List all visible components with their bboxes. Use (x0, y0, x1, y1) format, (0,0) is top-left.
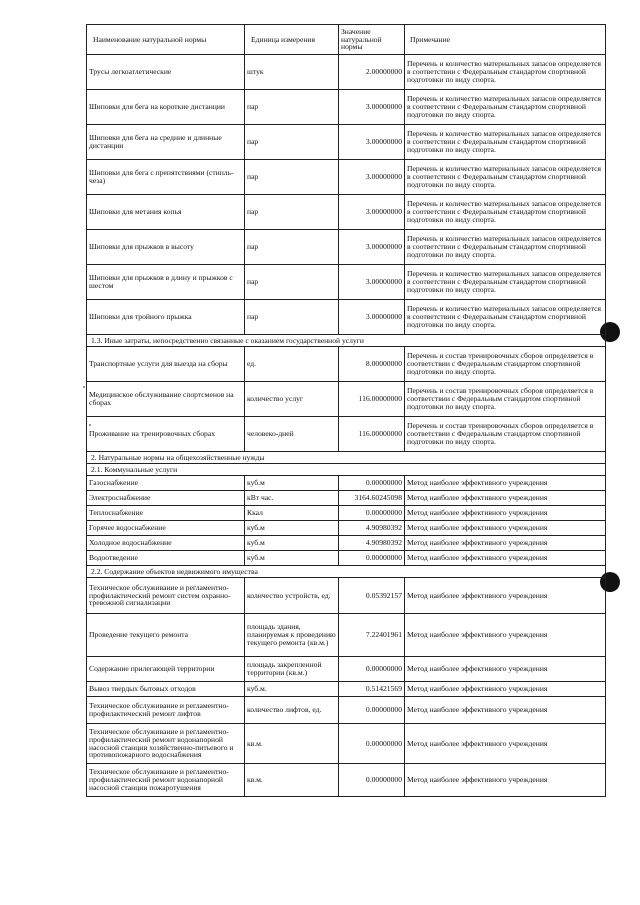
cell-value: 0.00000000 (339, 657, 405, 682)
cell-value: 3.00000000 (339, 300, 405, 335)
cell-note: Перечень и состав тренировочных сборов определяется в соответствии с Федеральным стандартом спортивной подготовки по виду спорта. (405, 382, 606, 417)
cell-name: Шиповки для метания копья (87, 195, 245, 230)
cell-value: 0.00000000 (339, 697, 405, 724)
cell-unit: пар (245, 160, 339, 195)
table-row (87, 300, 606, 335)
cell-value: 3.00000000 (339, 265, 405, 300)
cell-note: Метод наиболее эффективного учреждения (405, 697, 606, 724)
cell-value: 0.00000000 (339, 764, 405, 797)
cell-value: 0.51421569 (339, 682, 405, 697)
cell-name: Трусы легкоатлетические (87, 55, 245, 90)
cell-note: Перечень и количество материальных запасов определяется в соответствии с Федеральным стандартом спортивной подготовки по виду спорта. (405, 160, 606, 195)
table-row (87, 551, 606, 566)
table-row (87, 230, 606, 265)
table-row (87, 90, 606, 125)
section-title: 2. Натуральные нормы на общехозяйственные нужды (87, 452, 606, 464)
cell-name: Теплоснабжение (87, 506, 245, 521)
table-row (87, 506, 606, 521)
table-row (87, 347, 606, 382)
cell-value: 8.00000000 (339, 347, 405, 382)
cell-unit: пар (245, 265, 339, 300)
cell-unit: куб.м (245, 476, 339, 491)
section-header-row (87, 566, 606, 578)
cell-name: Шиповки для бега на средние и длинные дистанции (87, 125, 245, 160)
cell-name: Горячее водоснабжение (87, 521, 245, 536)
cell-unit: человеко-дней (245, 417, 339, 452)
cell-note: Перечень и количество материальных запасов определяется в соответствии с Федеральным стандартом спортивной подготовки по виду спорта. (405, 125, 606, 160)
cell-name: Техническое обслуживание и регламентно-профилактический ремонт водонапорной насосной станции хозяйственно-питьевого и противопожарного водоснабжения (87, 724, 245, 764)
cell-name: Техническое обслуживание и регламентно-профилактический ремонт лифтов (87, 697, 245, 724)
cell-name: Шиповки для бега на короткие дистанции (87, 90, 245, 125)
cell-value: 0.00000000 (339, 724, 405, 764)
cell-unit: пар (245, 90, 339, 125)
cell-unit: куб.м. (245, 682, 339, 697)
cell-value: 116.00000000 (339, 417, 405, 452)
cell-value: 3.00000000 (339, 160, 405, 195)
cell-value: 3.00000000 (339, 195, 405, 230)
table-row (87, 764, 606, 797)
cell-value: 3.00000000 (339, 230, 405, 265)
cell-unit: количество устройств, ед. (245, 578, 339, 614)
cell-unit: количество лифтов, ед. (245, 697, 339, 724)
cell-name: Медицинское обслуживание спортсменов на сборах (87, 382, 245, 417)
cell-note: Метод наиболее эффективного учреждения (405, 657, 606, 682)
cell-note: Перечень и состав тренировочных сборов определяется в соответствии с Федеральным стандартом спортивной подготовки по виду спорта. (405, 347, 606, 382)
cell-value: 0.05392157 (339, 578, 405, 614)
table-row (87, 491, 606, 506)
cell-note: Перечень и количество материальных запасов определяется в соответствии с Федеральным стандартом спортивной подготовки по виду спорта. (405, 265, 606, 300)
cell-name: Содержание прилегающей территории (87, 657, 245, 682)
section-header-row (87, 464, 606, 476)
cell-value: 0.00000000 (339, 476, 405, 491)
header-unit: Единица измерения (245, 25, 339, 55)
cell-note: Метод наиболее эффективного учреждения (405, 614, 606, 657)
cell-unit: кВт час. (245, 491, 339, 506)
table-header-row (87, 25, 606, 55)
cell-name: Техническое обслуживание и регламентно-профилактический ремонт систем охранно-тревожной сигнализации (87, 578, 245, 614)
cell-note: Метод наиболее эффективного учреждения (405, 521, 606, 536)
cell-note: Метод наиболее эффективного учреждения (405, 551, 606, 566)
cell-note: Метод наиболее эффективного учреждения (405, 491, 606, 506)
scan-speck (83, 386, 85, 388)
cell-value: 7.22401961 (339, 614, 405, 657)
cell-unit: кв.м. (245, 764, 339, 797)
table-row (87, 724, 606, 764)
cell-note: Перечень и количество материальных запасов определяется в соответствии с Федеральным стандартом спортивной подготовки по виду спорта. (405, 300, 606, 335)
table-row (87, 417, 606, 452)
cell-note: Метод наиболее эффективного учреждения (405, 682, 606, 697)
cell-name: Газоснабжение (87, 476, 245, 491)
table-row (87, 697, 606, 724)
table-row (87, 657, 606, 682)
cell-name: Шиповки для тройного прыжка (87, 300, 245, 335)
natural-norms-table (86, 24, 606, 797)
table-row (87, 521, 606, 536)
cell-unit: пар (245, 300, 339, 335)
table-row (87, 265, 606, 300)
cell-name: Техническое обслуживание и регламентно-профилактический ремонт водонапорной насосной станции пожаротушения (87, 764, 245, 797)
cell-value: 3.00000000 (339, 125, 405, 160)
cell-name: Транспортные услуги для выезда на сборы (87, 347, 245, 382)
cell-note: Перечень и количество материальных запасов определяется в соответствии с Федеральным стандартом спортивной подготовки по виду спорта. (405, 230, 606, 265)
cell-value: 0.00000000 (339, 551, 405, 566)
table-row (87, 682, 606, 697)
table-row (87, 382, 606, 417)
cell-note: Метод наиболее эффективного учреждения (405, 536, 606, 551)
table-row (87, 476, 606, 491)
table-row (87, 614, 606, 657)
cell-note: Метод наиболее эффективного учреждения (405, 764, 606, 797)
cell-value: 3.00000000 (339, 90, 405, 125)
cell-unit: пар (245, 195, 339, 230)
cell-value: 3164.60245098 (339, 491, 405, 506)
table-row (87, 536, 606, 551)
table-row (87, 55, 606, 90)
cell-name: Электроснабжение (87, 491, 245, 506)
cell-note: Перечень и количество материальных запасов определяется в соответствии с Федеральным стандартом спортивной подготовки по виду спорта. (405, 90, 606, 125)
cell-name: Вывоз твердых бытовых отходов (87, 682, 245, 697)
table-row (87, 160, 606, 195)
cell-unit: площадь закрепленной территории (кв.м.) (245, 657, 339, 682)
cell-unit: кв.м. (245, 724, 339, 764)
section-header-row (87, 335, 606, 347)
cell-unit: пар (245, 125, 339, 160)
cell-value: 116.00000000 (339, 382, 405, 417)
table-row (87, 125, 606, 160)
cell-value: 0.00000000 (339, 506, 405, 521)
cell-note: Перечень и состав тренировочных сборов определяется в соответствии с Федеральным стандартом спортивной подготовки по виду спорта. (405, 417, 606, 452)
section-header-row (87, 452, 606, 464)
table-body (87, 55, 606, 797)
cell-note: Метод наиболее эффективного учреждения (405, 476, 606, 491)
cell-note: Метод наиболее эффективного учреждения (405, 724, 606, 764)
cell-note: Метод наиболее эффективного учреждения (405, 506, 606, 521)
cell-unit: Ккал (245, 506, 339, 521)
table-row (87, 195, 606, 230)
cell-value: 4.90980392 (339, 521, 405, 536)
cell-name: Водоотведение (87, 551, 245, 566)
header-note: Примечание (405, 25, 606, 55)
section-title: 1.3. Иные затраты, непосредственно связанные с оказанием государственной услуги (87, 335, 606, 347)
section-title: 2.2. Содержание объектов недвижимого имущества (87, 566, 606, 578)
cell-name: Проживание на тренировочных сборах (87, 417, 245, 452)
cell-note: Перечень и количество материальных запасов определяется в соответствии с Федеральным стандартом спортивной подготовки по виду спорта. (405, 195, 606, 230)
cell-unit: площадь здания, планируемая к проведению текущего ремонта (кв.м.) (245, 614, 339, 657)
cell-unit: ед. (245, 347, 339, 382)
cell-name: Шиповки для бега с препятствиями (стипль-чеза) (87, 160, 245, 195)
cell-value: 2.00000000 (339, 55, 405, 90)
header-name: Наименование натуральной нормы (87, 25, 245, 55)
cell-unit: куб.м (245, 551, 339, 566)
cell-name: Холодное водоснабжение (87, 536, 245, 551)
cell-note: Перечень и количество материальных запасов определяется в соответствии с Федеральным стандартом спортивной подготовки по виду спорта. (405, 55, 606, 90)
cell-name: Проведение текущего ремонта (87, 614, 245, 657)
cell-note: Метод наиболее эффективного учреждения (405, 578, 606, 614)
table-row (87, 578, 606, 614)
cell-unit: куб.м (245, 536, 339, 551)
cell-unit: пар (245, 230, 339, 265)
cell-unit: количество услуг (245, 382, 339, 417)
cell-unit: штук (245, 55, 339, 90)
cell-value: 4.90980392 (339, 536, 405, 551)
header-value: Значение натуральной нормы (339, 25, 405, 55)
cell-unit: куб.м (245, 521, 339, 536)
section-title: 2.1. Коммунальные услуги (87, 464, 606, 476)
cell-name: Шиповки для прыжков в высоту (87, 230, 245, 265)
cell-name: Шиповки для прыжков в длину и прыжков с шестом (87, 265, 245, 300)
